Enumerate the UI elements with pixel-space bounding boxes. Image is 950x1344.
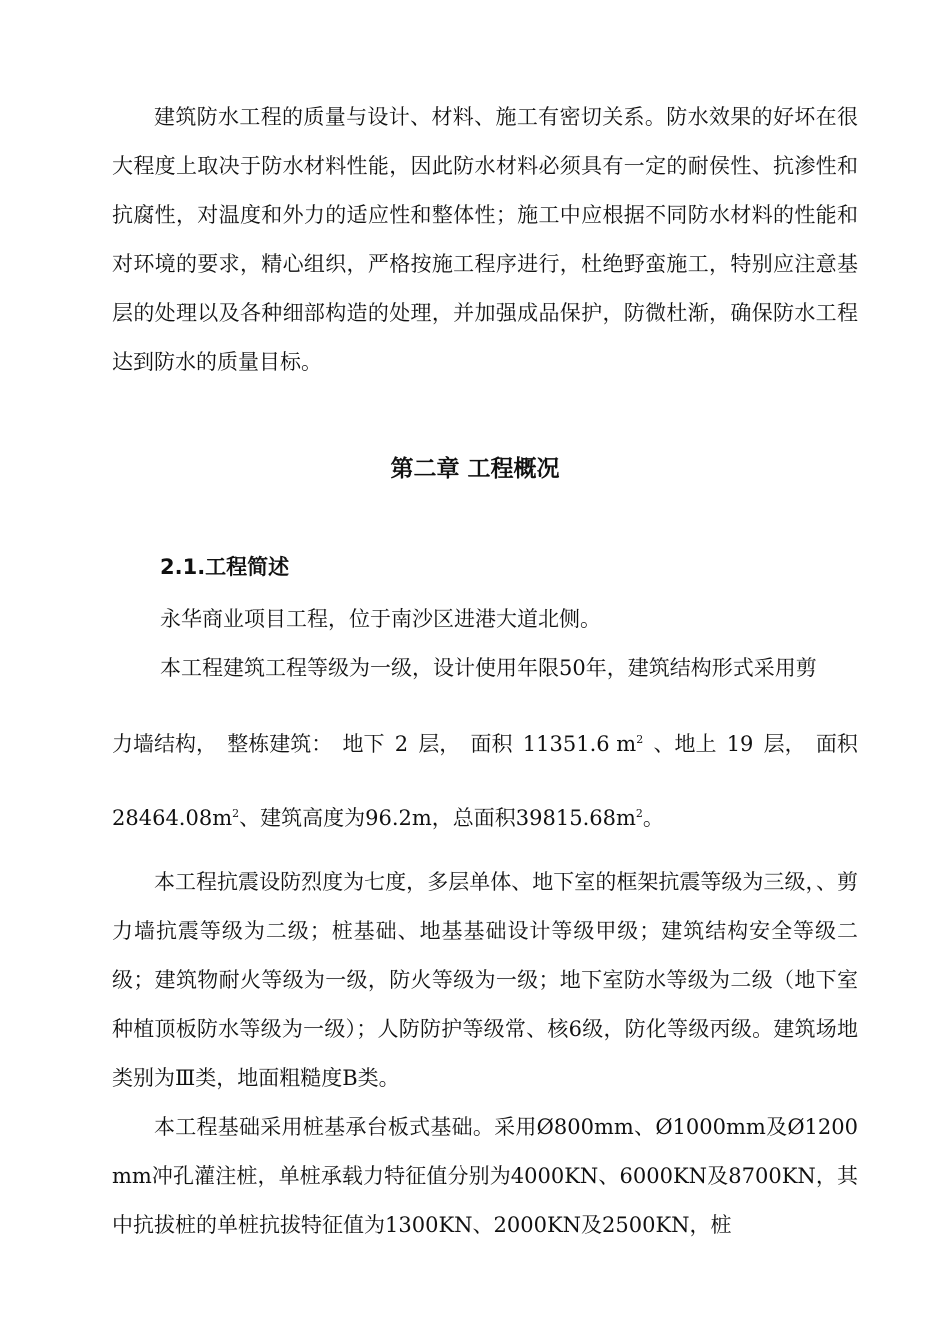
superscript: 2 [636, 733, 644, 746]
text-segment: 力墙结构， [112, 732, 217, 756]
text-segment: 、地上 [653, 732, 717, 756]
text-segment: 19 [726, 732, 754, 756]
text-segment: 整栋建筑： [227, 732, 333, 756]
text-segment: 层， [418, 732, 461, 756]
chapter-title: 第二章 工程概况 [390, 456, 560, 482]
text-segment: 、建筑高度为96.2m，总面积 [239, 806, 516, 830]
text-segment: 面积 [815, 732, 858, 756]
section-title: 2.1.工程简述 [160, 555, 290, 579]
text-segment: 。 [642, 806, 664, 830]
text-segment: 地下 [342, 732, 385, 756]
text-segment: 39815.68m [515, 806, 636, 830]
foundation-paragraph: 本工程基础采用桩基承台板式基础。采用Ø800mm、Ø1000mm及Ø1200mm冲孔灌注桩，单桩承载力特征值分别为4000KN、6000KN及8700KN，其中抗拔桩的单桩抗拔特征值为1300KN、2000KN及2500KN，桩 [112, 1115, 858, 1237]
seismic-paragraph: 本工程抗震设防烈度为七度，多层单体、地下室的框架抗震等级为三级，、剪力墙抗震等级为二级；桩基础、地基基础设计等级甲级；建筑结构安全等级二级；建筑物耐火等级为一级，防火等级为一级；地下室防水等级为二级（地下室种植顶板防水等级为一级）；人防防护等级常、核6级，防化等级丙级。建筑场地类别为Ⅲ类，地面粗糙度B类。 [112, 870, 858, 1090]
area-value: 11351.6 $m^2$ [522, 732, 644, 756]
project-grade-line-2 [112, 729, 858, 759]
text-segment: 2 [394, 732, 409, 756]
intro-paragraph: 建筑防水工程的质量与设计、材料、施工有密切关系。防水效果的好坏在很大程度上取决于防水材料性能，因此防水材料必须具有一定的耐侯性、抗渗性和抗腐性，对温度和外力的适应性和整体性；施工中应根据不同防水材料的性能和对环境的要求，精心组织，严格按施工程序进行，杜绝野蛮施工，特别应注意基层的处理以及各种细部构造的处理，并加强成品保护，防微杜渐，确保防水工程达到防水的质量目标。 [112, 105, 858, 374]
project-grade-line-3 [112, 803, 858, 833]
superscript: 2 [232, 807, 240, 820]
superscript: 2 [635, 807, 643, 820]
text-segment: 层， [763, 732, 806, 756]
project-location: 永华商业项目工程，位于南沙区进港大道北侧。 [160, 607, 601, 631]
text-segment: 28464.08m [112, 806, 233, 830]
text-segment: 面积 [470, 732, 513, 756]
project-grade-line-1: 本工程建筑工程等级为一级，设计使用年限50年，建筑结构形式采用剪 [160, 656, 817, 680]
